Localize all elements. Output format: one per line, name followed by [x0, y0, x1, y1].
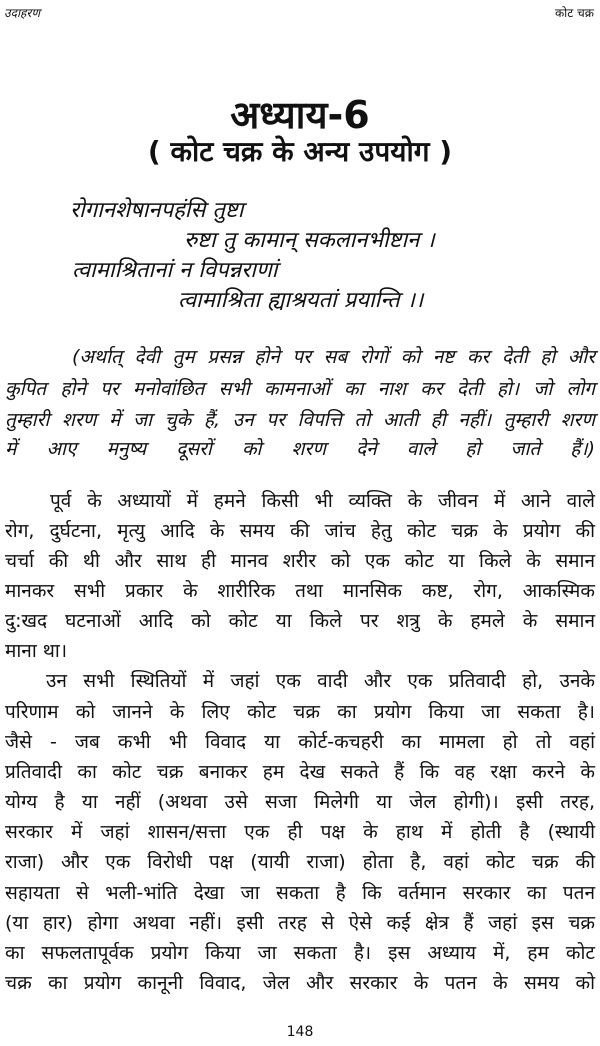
text-line: (या हार) होगा अथवा नहीं। इसी तरह से ऐसे कई क्षेत्र हैं जहां इस चक्र — [5, 912, 595, 934]
verse-line: त्वामाश्रिता ह्याश्रयतां प्रयान्ति ।। — [178, 288, 424, 313]
text-line: तुम्हारी शरण में जा चुके हैं, उन पर विपत्ति तो आती ही नहीं। तुम्हारी शरण — [5, 409, 595, 431]
chapter-subtitle: ( कोट चक्र के अन्य उपयोग ) — [147, 135, 453, 168]
text-line: में आए मनुष्य दूसरों को शरण देने वाले हो जाते हैं।) — [5, 438, 595, 460]
chapter-title: अध्याय-6 — [230, 93, 370, 137]
text-line: का सफलतापूर्वक प्रयोग किया जा सकता है। इस अध्याय में, हम कोट — [5, 942, 595, 964]
text-line: प्रतिवादी का कोट चक्र बनाकर हम देख सकते हैं कि वह रक्षा करने के — [5, 761, 595, 783]
text-line: परिणाम को जानने के लिए कोट चक्र का प्रयोग किया जा सकता है। — [5, 701, 595, 723]
text-line: सरकार में जहां शासन/सत्ता एक ही पक्ष के हाथ में होती है (स्थायी — [5, 821, 595, 843]
text-line: माना था। — [5, 640, 68, 662]
text-line: योग्य है या नहीं (अथवा उसे सजा मिलेगी या जेल होगी)। इसी तरह, — [5, 791, 595, 813]
text-line: (अर्थात् देवी तुम प्रसन्न होने पर सब रोगों को नष्ट कर देती हो और — [72, 346, 595, 368]
running-header-right: कोट चक्र — [554, 6, 594, 20]
text-line: चर्चा की थी और साथ ही मानव शरीर को एक कोट या किले के समान — [5, 550, 595, 572]
verse-line: रुष्टा तु कामान् सकलानभीष्टान । — [184, 228, 435, 253]
text-line: जैसे - जब कभी भी विवाद या कोर्ट-कचहरी का मामला हो तो वहां — [5, 731, 595, 753]
text-line: कुपित होने पर मनोवांछित सभी कामनाओं का नाश कर देती हो। जो लोग — [5, 378, 595, 400]
text-line: उन सभी स्थितियों में जहां एक वादी और एक प्रतिवादी हो, उनके — [46, 670, 595, 692]
verse-line: रोगानशेषानपहंसि तुष्टा — [70, 198, 244, 223]
verse-line: त्वामाश्रितानां न विपन्नराणां — [72, 258, 278, 283]
text-line: मानकर सभी प्रकार के शारीरिक तथा मानसिक कष्ट, रोग, आकस्मिक — [5, 580, 595, 602]
text-line: राजा) और एक विरोधी पक्ष (यायी राजा) होता है, वहां कोट चक्र की — [5, 851, 595, 873]
running-header-left: उदाहरण — [4, 6, 41, 20]
text-line: रोग, दुर्घटना, मृत्यु आदि के समय की जांच हेतु कोट चक्र के प्रयोग की — [5, 520, 595, 542]
text-line: सहायता से भली-भांति देखा जा सकता है कि वर्तमान सरकार का पतन — [5, 882, 595, 904]
text-line: दु:खद घटनाओं आदि को कोट या किले पर शत्रु के हमले के समान — [5, 610, 595, 632]
text-line: पूर्व के अध्यायों में हमने किसी भी व्यक्ति के जीवन में आने वाले — [50, 490, 595, 512]
text-line: चक्र का प्रयोग कानूनी विवाद, जेल और सरकार के पतन के समय को — [5, 972, 595, 994]
page-number: 148 — [286, 1024, 314, 1040]
